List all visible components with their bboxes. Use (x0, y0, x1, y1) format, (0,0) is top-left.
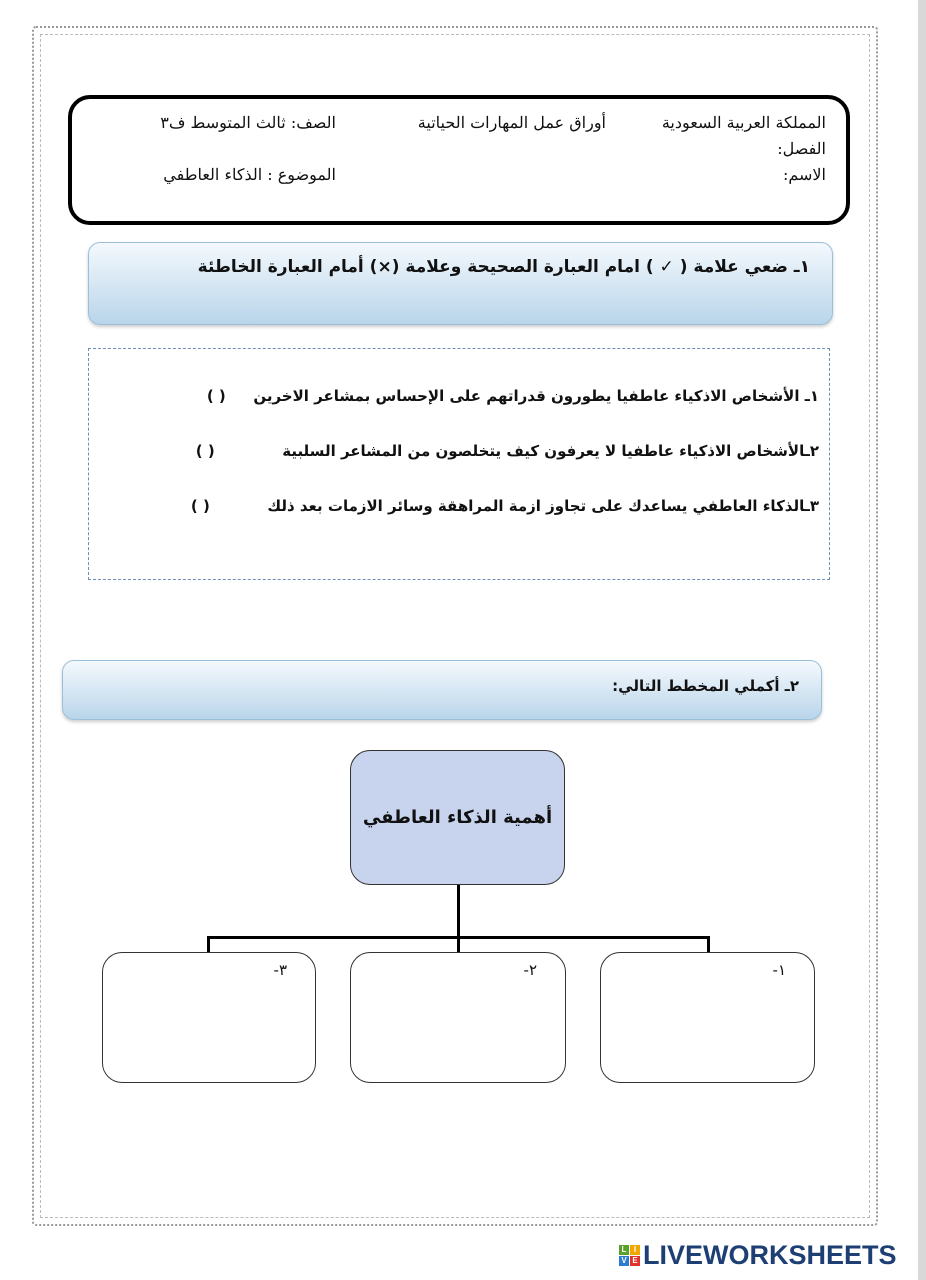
question-3 (173, 497, 819, 515)
brand-name: LIVEWORKSHEETS (643, 1240, 897, 1270)
diagram-root-label: أهمية الذكاء العاطفي (362, 807, 553, 828)
branch-number: ٢- (523, 961, 537, 979)
scrollbar[interactable] (918, 0, 926, 1280)
connector (207, 936, 210, 953)
section1-title: ١ـ ضعي علامة ( ✓ ) امام العبارة الصحيحة وعلامة (×) أمام العبارة الخاطئة (197, 257, 810, 277)
question-2 (178, 442, 819, 460)
connector (457, 885, 460, 938)
topic-label: الموضوع : الذكاء العاطفي (163, 165, 336, 184)
class-label: الفصل: (777, 139, 826, 158)
diagram-root (350, 750, 565, 885)
connector (707, 936, 710, 953)
connector (457, 936, 460, 953)
name-label: الاسم: (782, 165, 826, 184)
answer-blank[interactable]: ( ) (195, 442, 215, 460)
section2-banner (62, 660, 822, 720)
branch-box-2[interactable] (350, 952, 566, 1083)
branch-number: ١- (772, 961, 786, 979)
subject-label: أوراق عمل المهارات الحياتية (417, 113, 606, 132)
kingdom-label: المملكة العربية السعودية (661, 113, 826, 132)
question-1 (189, 387, 819, 405)
question-text: ٢ـالأشخاص الاذكياء عاطفيا لا يعرفون كيف يتخلصون من المشاعر السلبية (282, 442, 819, 460)
liveworksheets-logo[interactable] (619, 1240, 897, 1271)
answer-blank[interactable]: ( ) (206, 387, 226, 405)
header-box (68, 95, 850, 225)
question-text: ٣ـالذكاء العاطفي يساعدك على تجاوز ازمة المراهقة وسائر الازمات بعد ذلك (267, 497, 819, 515)
branch-number: ٣- (273, 961, 287, 979)
true-false-box (88, 348, 830, 580)
branch-box-1[interactable] (600, 952, 815, 1083)
logo-icon: L I V E (619, 1245, 640, 1266)
branch-box-3[interactable] (102, 952, 316, 1083)
question-text: ١ـ الأشخاص الاذكياء عاطفيا يطورون قدراتهم على الإحساس بمشاعر الاخرين (253, 387, 819, 405)
section2-title: ٢ـ أكملي المخطط التالي: (612, 677, 799, 695)
grade-label: الصف: ثالث المتوسط ف٣ (160, 113, 336, 132)
answer-blank[interactable]: ( ) (190, 497, 210, 515)
section1-banner (88, 242, 833, 325)
